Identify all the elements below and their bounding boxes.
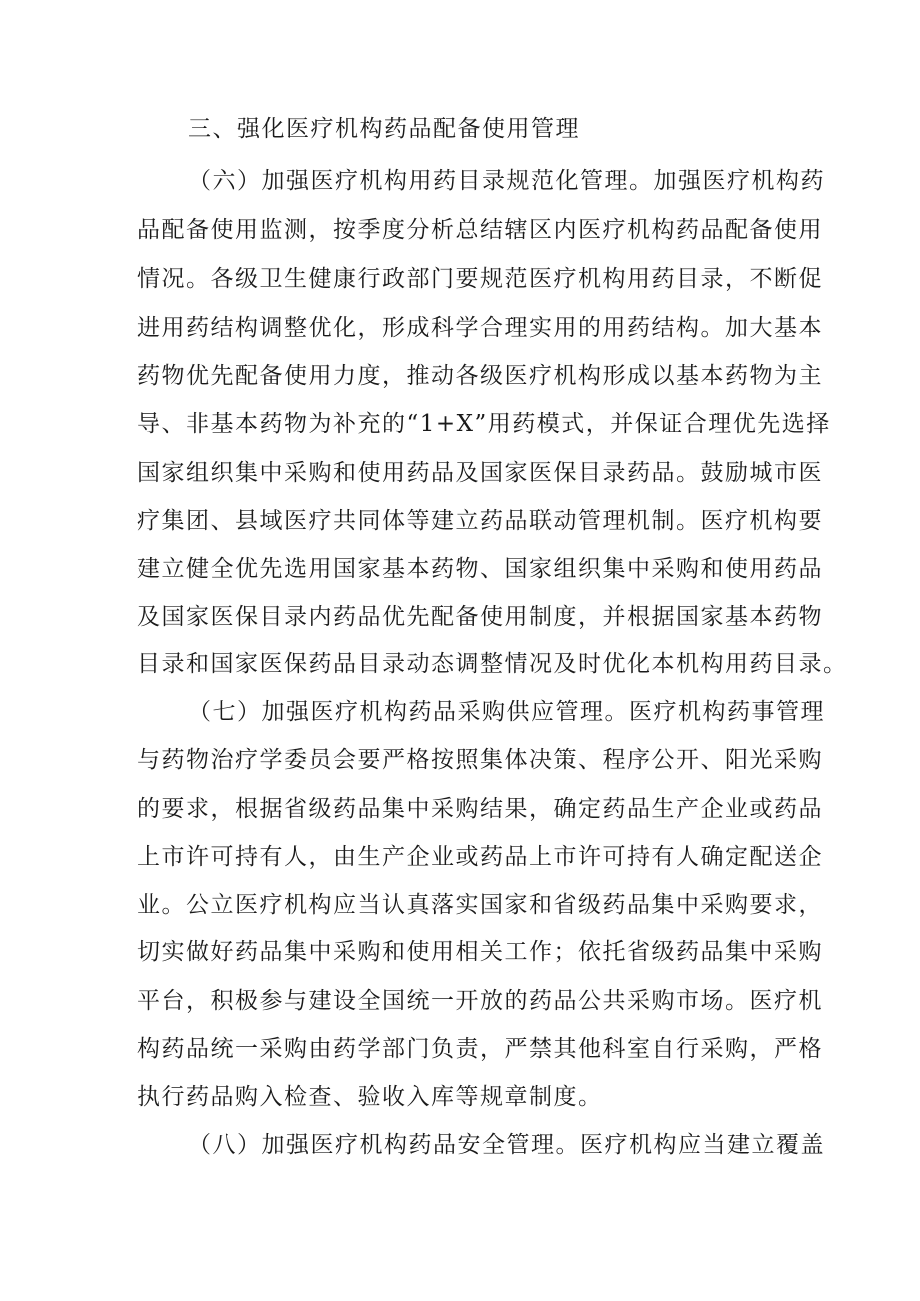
paragraph-7-line: 的要求，根据省级药品集中采购结果，确定药品生产企业或药品 — [137, 796, 823, 822]
paragraph-7-line: 与药物治疗学委员会要严格按照集体决策、程序公开、阳光采购 — [137, 747, 823, 773]
paragraph-6-line: 情况。各级卫生健康行政部门要规范医疗机构用药目录，不断促 — [137, 266, 823, 292]
paragraph-6-line: 药物优先配备使用力度，推动各级医疗机构形成以基本药物为主 — [137, 363, 823, 389]
paragraph-7-line: 上市许可持有人，由生产企业或药品上市许可持有人确定配送企 — [137, 844, 823, 870]
paragraph-7-line: 平台，积极参与建设全国统一开放的药品公共采购市场。医疗机 — [137, 988, 823, 1014]
paragraph-6-line: 国家组织集中采购和使用药品及国家医保目录药品。鼓励城市医 — [137, 460, 823, 486]
paragraph-7-line: （七）加强医疗机构药品采购供应管理。医疗机构药事管理 — [188, 699, 825, 725]
paragraph-6-line: 导、非基本药物为补充的“1+X”用药模式，并保证合理优先选择 — [137, 411, 831, 437]
paragraph-7-line: 业。公立医疗机构应当认真落实国家和省级药品集中采购要求， — [137, 892, 823, 918]
paragraph-6-line: 疗集团、县域医疗共同体等建立药品联动管理机制。医疗机构要 — [137, 508, 823, 534]
paragraph-6-line: 品配备使用监测，按季度分析总结辖区内医疗机构药品配备使用 — [137, 217, 823, 243]
paragraph-6-line: 建立健全优先选用国家基本药物、国家组织集中采购和使用药品 — [137, 556, 823, 582]
paragraph-6-line: （六）加强医疗机构用药目录规范化管理。加强医疗机构药 — [188, 168, 825, 194]
paragraph-6-line: 进用药结构调整优化，形成科学合理实用的用药结构。加大基本 — [137, 315, 823, 341]
paragraph-7-line: 切实做好药品集中采购和使用相关工作；依托省级药品集中采购 — [137, 939, 823, 965]
paragraph-7-line: 构药品统一采购由药学部门负责，严禁其他科室自行采购，严格 — [137, 1036, 823, 1062]
paragraph-6-line: 目录和国家医保药品目录动态调整情况及时优化本机构用药目录。 — [137, 651, 848, 677]
section-heading: 三、强化医疗机构药品配备使用管理 — [188, 116, 580, 142]
paragraph-6-line: 及国家医保目录内药品优先配备使用制度，并根据国家基本药物 — [137, 604, 823, 630]
paragraph-7-line: 执行药品购入检查、验收入库等规章制度。 — [137, 1084, 603, 1110]
paragraph-8-line: （八）加强医疗机构药品安全管理。医疗机构应当建立覆盖 — [188, 1132, 825, 1158]
